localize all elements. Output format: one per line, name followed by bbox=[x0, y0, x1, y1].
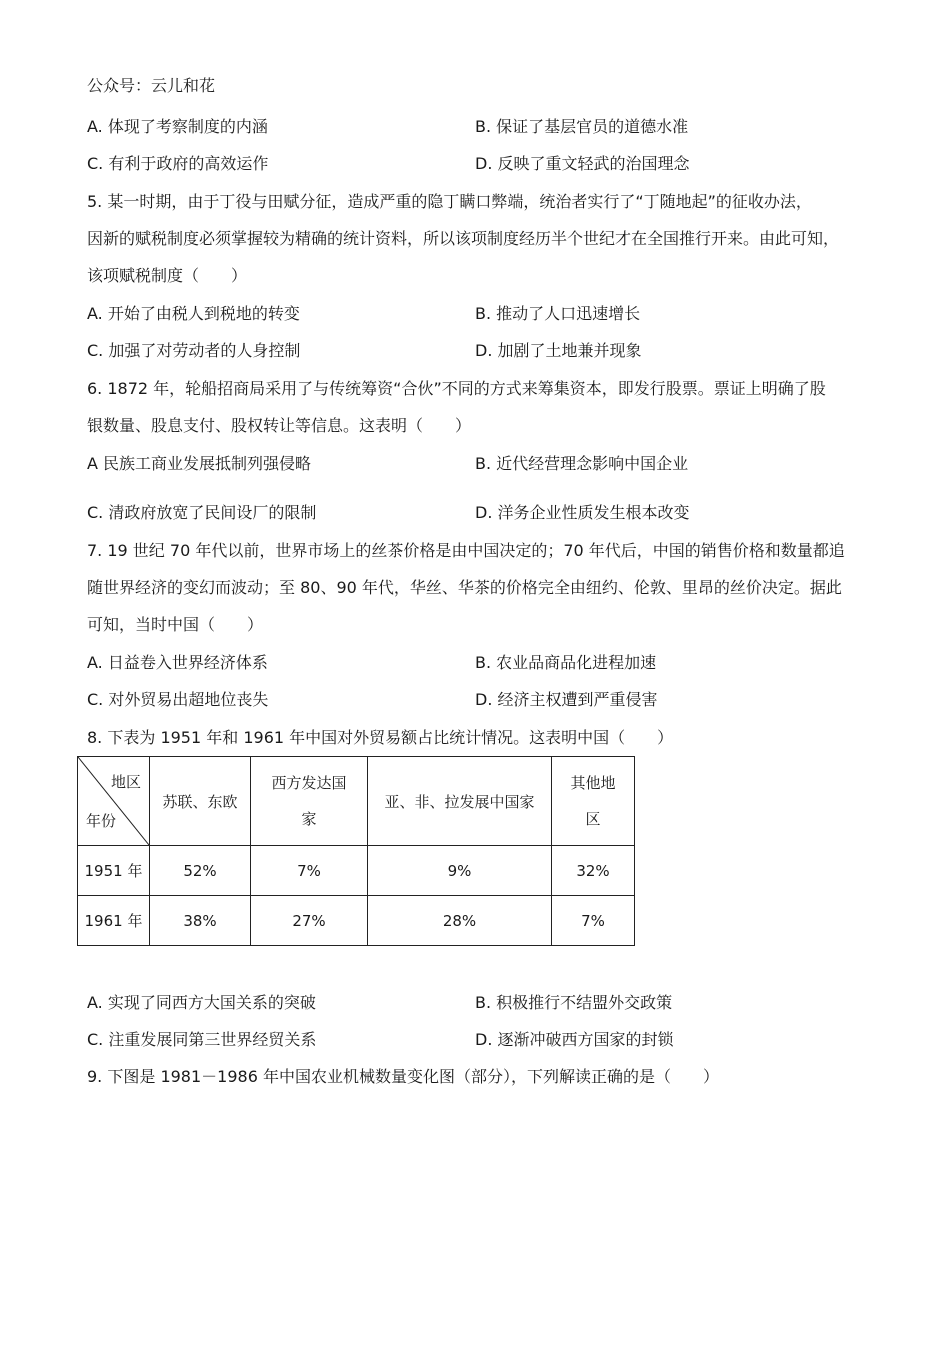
q6-option-a[interactable]: A 民族工商业发展抵制列强侵略 bbox=[87, 454, 312, 473]
row-year: 1961 年 bbox=[78, 896, 150, 946]
cell-value: 7% bbox=[552, 896, 635, 946]
q8-stem: 8. 下表为 1951 年和 1961 年中国对外贸易额占比统计情况。这表明中国（ ） bbox=[87, 728, 674, 747]
cell-value: 7% bbox=[251, 846, 368, 896]
q7-stem-line-1: 7. 19 世纪 70 年代以前，世界市场上的丝茶价格是由中国决定的；70 年代后，中国的销售价格和数量都追 bbox=[87, 541, 845, 560]
q6-stem-line-1: 6. 1872 年，轮船招商局采用了与传统筹资“合伙”不同的方式来筹集资本，即发行股票。票证上明确了股 bbox=[87, 379, 826, 398]
q7-stem-line-2: 随世界经济的变幻而波动；至 80、90 年代，华丝、华茶的价格完全由纽约、伦敦、里昂的丝价决定。据此 bbox=[87, 578, 842, 597]
q6-option-c[interactable]: C. 清政府放宽了民间设厂的限制 bbox=[87, 503, 317, 522]
cell-value: 27% bbox=[251, 896, 368, 946]
column-header-developing: 亚、非、拉发展中国家 bbox=[368, 757, 552, 846]
table-corner-cell bbox=[78, 757, 150, 846]
q7-option-a[interactable]: A. 日益卷入世界经济体系 bbox=[87, 653, 268, 672]
q4-option-d[interactable]: D. 反映了重文轻武的治国理念 bbox=[475, 154, 690, 173]
column-header-western: 西方发达国 家 bbox=[251, 757, 368, 846]
q5-option-d[interactable]: D. 加剧了土地兼并现象 bbox=[475, 341, 642, 360]
cell-value: 28% bbox=[368, 896, 552, 946]
column-header-soviet: 苏联、东欧 bbox=[150, 757, 251, 846]
header-text: 公众号：云儿和花 bbox=[87, 76, 216, 95]
row-year: 1951 年 bbox=[78, 846, 150, 896]
column-header-other: 其他地 区 bbox=[552, 757, 635, 846]
cell-value: 32% bbox=[552, 846, 635, 896]
corner-label-region: 地区 bbox=[110, 773, 141, 791]
q7-option-b[interactable]: B. 农业品商品化进程加速 bbox=[475, 653, 657, 672]
q5-option-a[interactable]: A. 开始了由税人到税地的转变 bbox=[87, 304, 300, 323]
q8-option-a[interactable]: A. 实现了同西方大国关系的突破 bbox=[87, 993, 316, 1012]
table-row bbox=[78, 846, 635, 896]
q5-option-b[interactable]: B. 推动了人口迅速增长 bbox=[475, 304, 641, 323]
q5-stem-line-2: 因新的赋税制度必须掌握较为精确的统计资料，所以该项制度经历半个世纪才在全国推行开来。由此可知， bbox=[87, 229, 840, 248]
q5-stem-line-3: 该项赋税制度（ ） bbox=[87, 266, 248, 285]
q8-option-c[interactable]: C. 注重发展同第三世界经贸关系 bbox=[87, 1030, 317, 1049]
cell-value: 38% bbox=[150, 896, 251, 946]
cell-value: 52% bbox=[150, 846, 251, 896]
q6-option-b[interactable]: B. 近代经营理念影响中国企业 bbox=[475, 454, 689, 473]
q6-stem-line-2: 银数量、股息支付、股权转让等信息。这表明（ ） bbox=[87, 416, 472, 435]
corner-label-year: 年份 bbox=[86, 812, 117, 830]
q8-option-d[interactable]: D. 逐渐冲破西方国家的封锁 bbox=[475, 1030, 674, 1049]
q9-stem: 9. 下图是 1981－1986 年中国农业机械数量变化图（部分），下列解读正确的是（ ） bbox=[87, 1067, 719, 1086]
q4-option-a[interactable]: A. 体现了考察制度的内涵 bbox=[87, 117, 268, 136]
q6-option-d[interactable]: D. 洋务企业性质发生根本改变 bbox=[475, 503, 690, 522]
table-header-row bbox=[78, 757, 635, 846]
cell-value: 9% bbox=[368, 846, 552, 896]
q5-stem-line-1: 5. 某一时期，由于丁役与田赋分征，造成严重的隐丁瞒口弊端，统治者实行了“丁随地起”的征收办法， bbox=[87, 192, 812, 211]
trade-share-table bbox=[77, 756, 635, 946]
q5-option-c[interactable]: C. 加强了对劳动者的人身控制 bbox=[87, 341, 301, 360]
q7-option-c[interactable]: C. 对外贸易出超地位丧失 bbox=[87, 690, 269, 709]
q4-option-b[interactable]: B. 保证了基层官员的道德水准 bbox=[475, 117, 689, 136]
q7-option-d[interactable]: D. 经济主权遭到严重侵害 bbox=[475, 690, 658, 709]
q8-option-b[interactable]: B. 积极推行不结盟外交政策 bbox=[475, 993, 673, 1012]
q4-option-c[interactable]: C. 有利于政府的高效运作 bbox=[87, 154, 269, 173]
q7-stem-line-3: 可知，当时中国（ ） bbox=[87, 615, 264, 634]
table-row bbox=[78, 896, 635, 946]
